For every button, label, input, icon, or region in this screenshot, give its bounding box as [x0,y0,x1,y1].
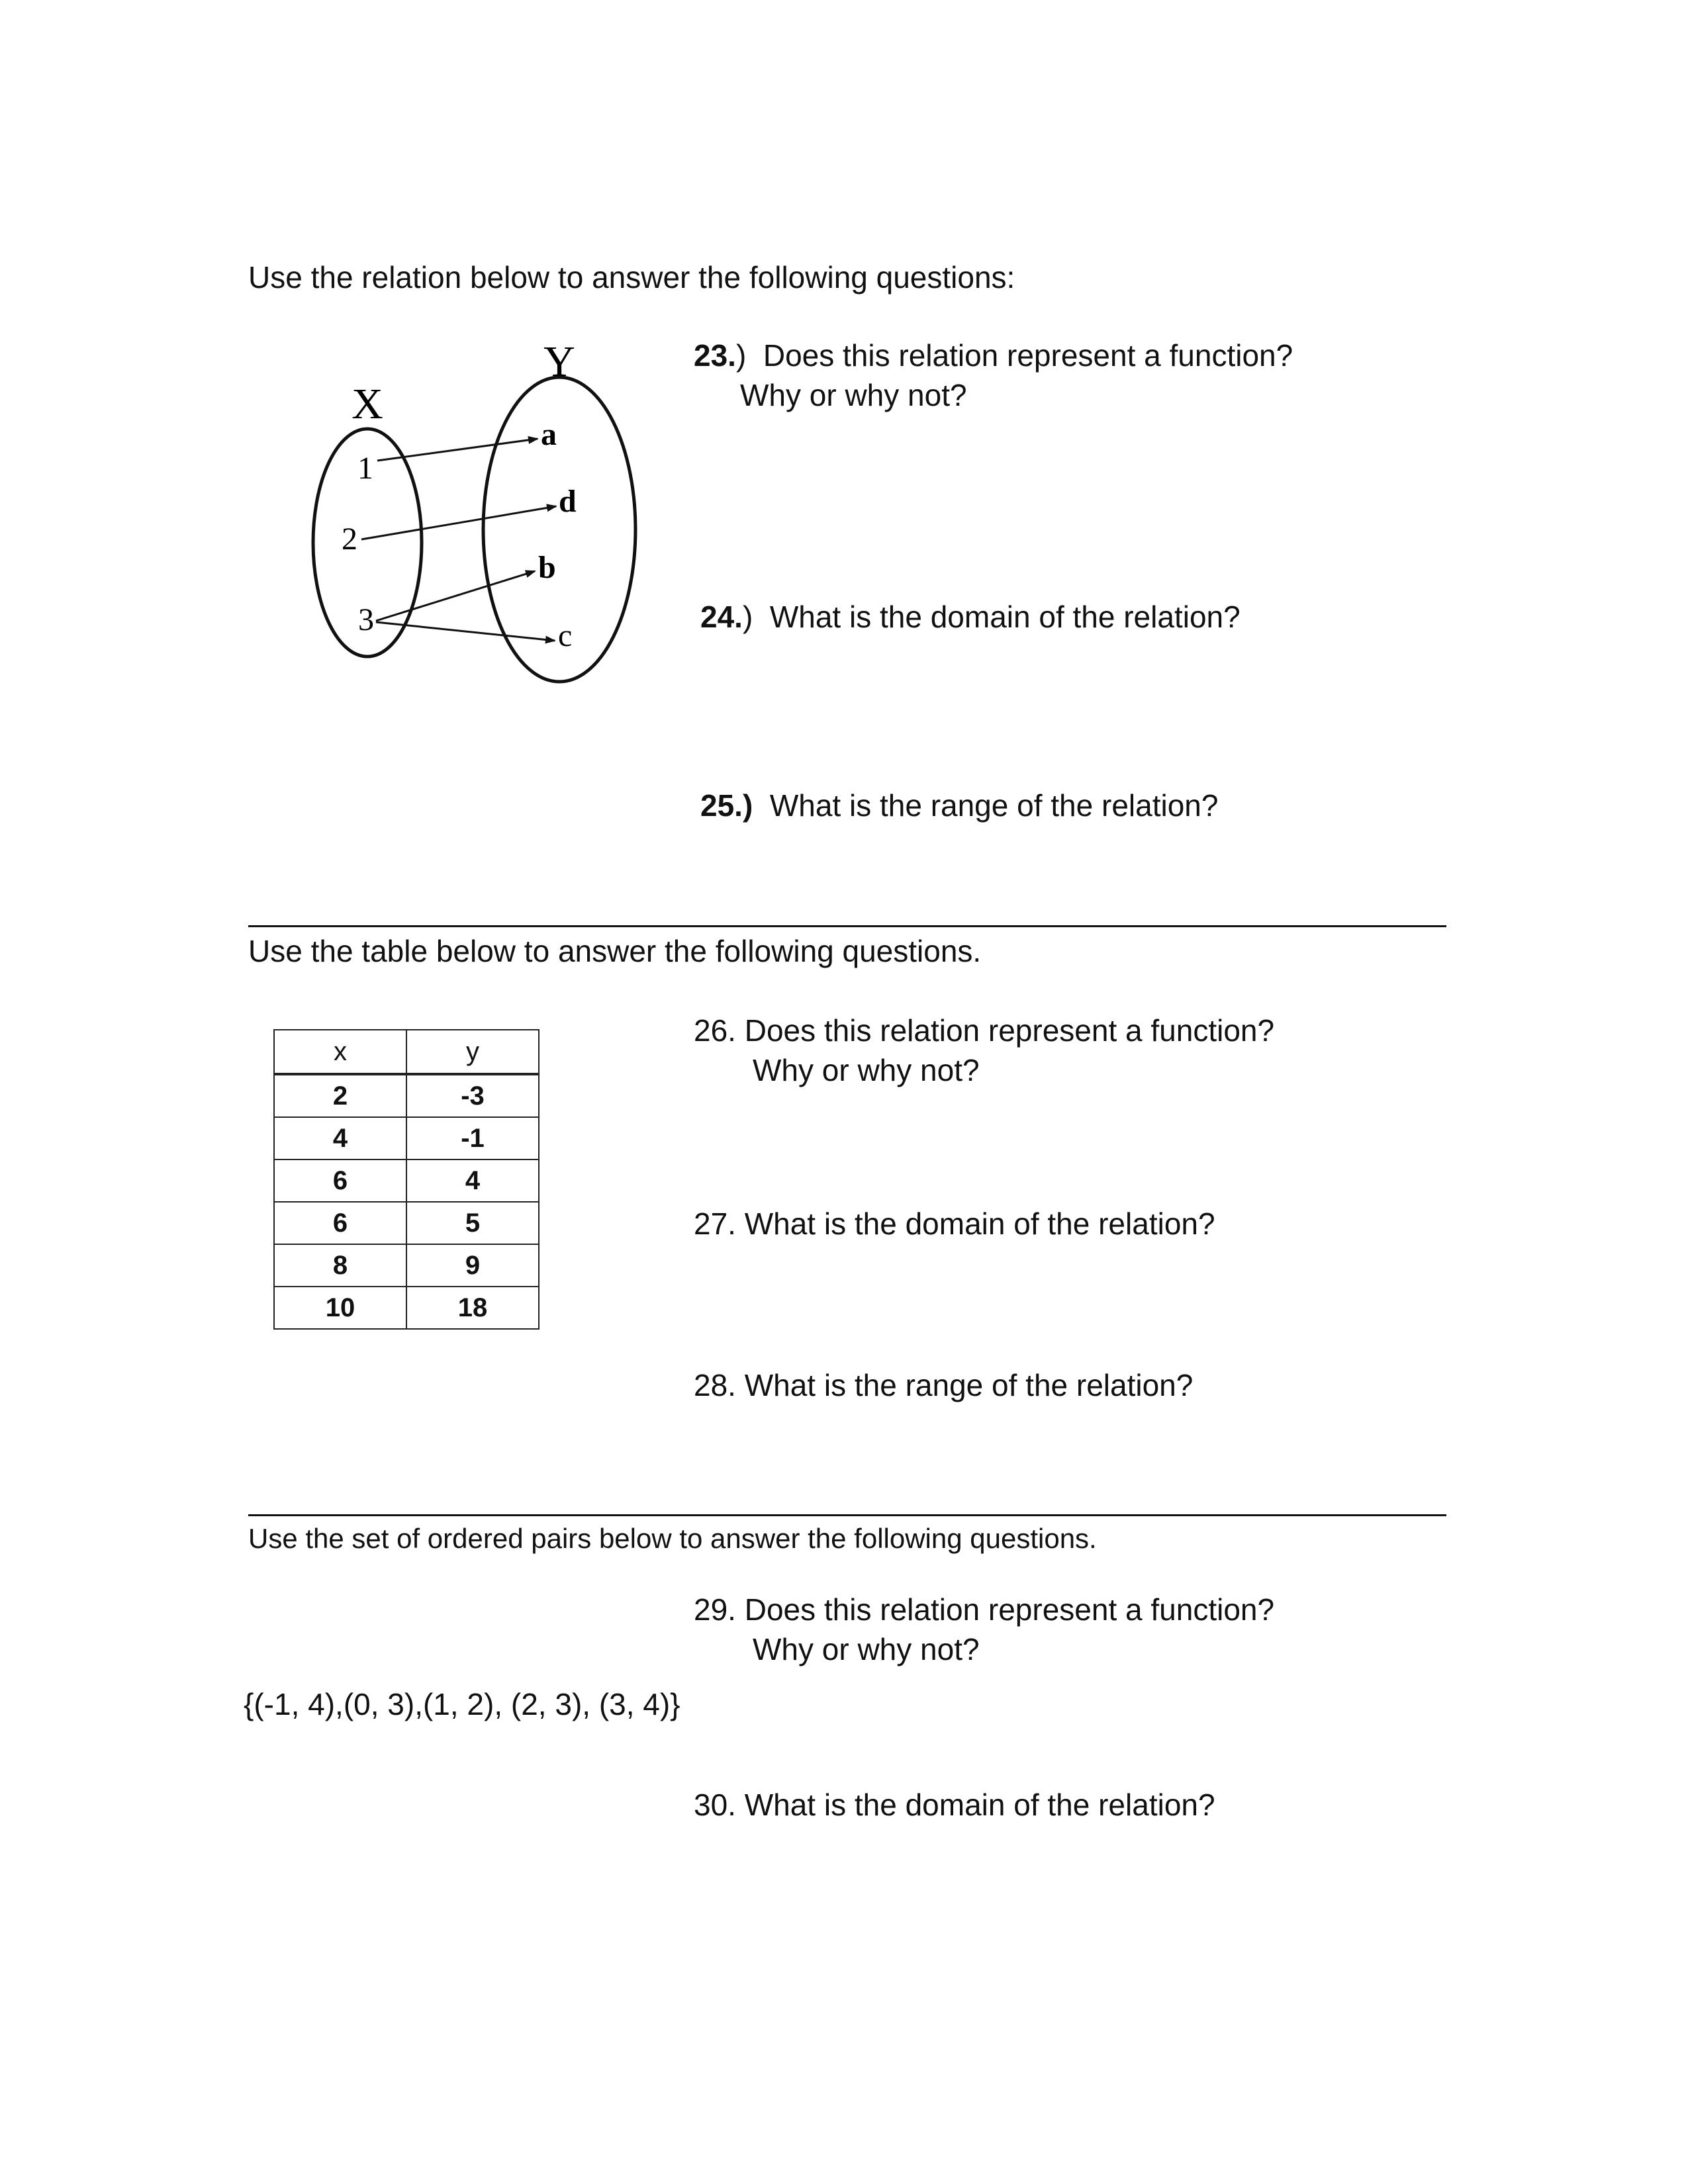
table-row [274,1287,539,1329]
question-28: 28. What is the range of the relation? [694,1368,1194,1402]
table-cell: 6 [274,1202,406,1244]
domain-item-1: 1 [357,451,373,486]
question-24-text: What is the domain of the relation? [769,600,1241,634]
mapping-diagram [291,338,662,715]
question-23-sub: Why or why not? [740,378,967,412]
table-cell: 8 [274,1244,406,1287]
question-25-number: 25.) [700,788,753,823]
question-23-number: 23. [694,338,736,373]
question-29-sub: Why or why not? [753,1632,980,1666]
divider-1 [248,925,1446,927]
question-24-number: 24. [700,600,743,634]
question-26: 26. Does this relation represent a function? [694,1013,1275,1048]
domain-item-2: 2 [342,522,357,557]
range-item-b: b [538,550,556,585]
range-item-d: d [559,484,577,519]
ordered-pairs-set: {(-1, 4),(0, 3),(1, 2), (2, 3), (3, 4)} [244,1687,680,1721]
table-row [274,1160,539,1202]
domain-label: X [352,380,383,428]
section2-intro: Use the table below to answer the following questions. [248,934,982,968]
table-cell: 9 [406,1244,539,1287]
table-cell: 4 [406,1160,539,1202]
table-header-row [274,1030,539,1074]
question-23-text: Does this relation represent a function? [763,338,1293,373]
arrow-1-to-a [377,439,538,461]
table-header-y: y [406,1030,539,1074]
range-item-c: c [558,618,573,653]
question-29: 29. Does this relation represent a function? [694,1592,1275,1627]
table-cell: 6 [274,1160,406,1202]
table-row [274,1074,539,1117]
section3-intro: Use the set of ordered pairs below to answer the following questions. [248,1523,1097,1554]
question-23: 23.) Does this relation represent a function? [694,338,1293,373]
question-27: 27. What is the domain of the relation? [694,1206,1215,1241]
table-cell: -1 [406,1117,539,1160]
question-26-sub: Why or why not? [753,1053,980,1087]
table-cell: 18 [406,1287,539,1329]
table-cell: 4 [274,1117,406,1160]
table-cell: 5 [406,1202,539,1244]
table-row [274,1202,539,1244]
relation-table [273,1029,539,1330]
question-25-text: What is the range of the relation? [769,788,1219,823]
question-24: 24.) What is the domain of the relation? [700,600,1241,634]
table-row [274,1117,539,1160]
table-cell: 10 [274,1287,406,1329]
section1-intro: Use the relation below to answer the following questions: [248,260,1015,295]
table-cell: -3 [406,1074,539,1117]
arrow-2-to-d [361,506,556,539]
question-30: 30. What is the domain of the relation? [694,1788,1215,1822]
table-cell: 2 [274,1074,406,1117]
range-item-a: a [541,417,557,452]
divider-2 [248,1514,1446,1516]
table-row [274,1244,539,1287]
domain-item-3: 3 [358,602,374,637]
arrow-3-to-b [376,571,535,621]
table-header-x: x [274,1030,406,1074]
question-25 [700,788,1218,824]
range-label: Y [543,338,575,386]
